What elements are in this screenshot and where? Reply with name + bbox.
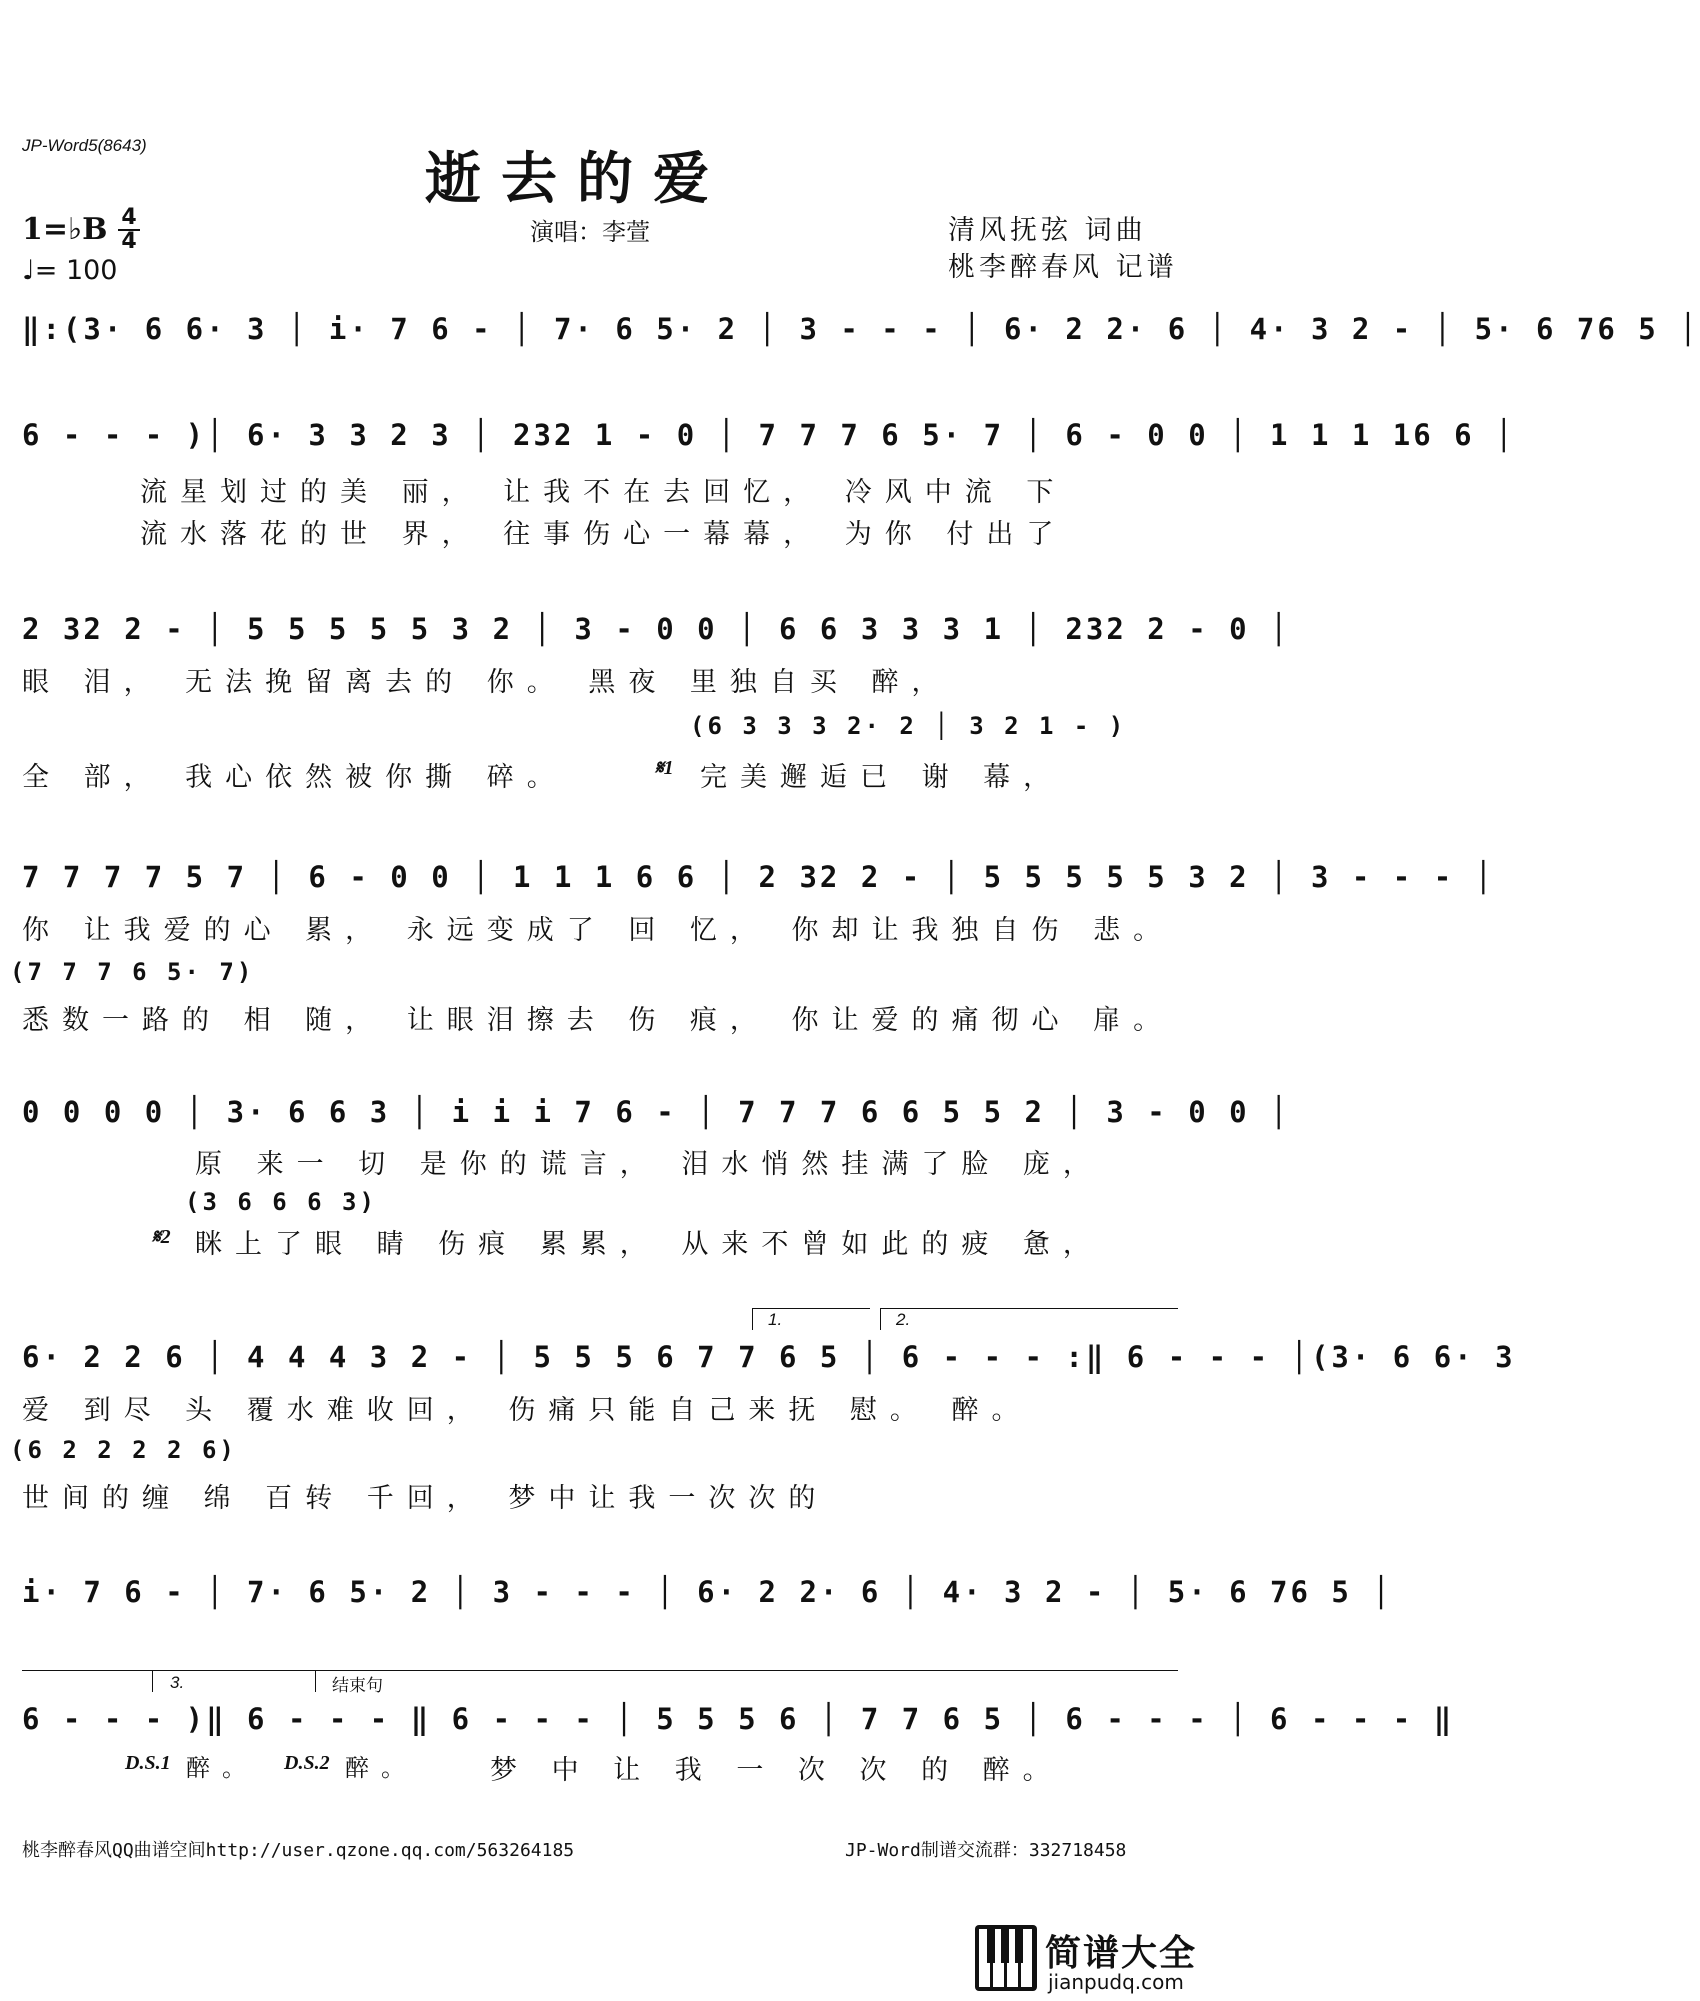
volta-3-tick: [152, 1670, 153, 1692]
volta-2-label: 2.: [896, 1310, 911, 1329]
tempo-value: = 100: [34, 255, 118, 286]
lyric-line-6-verse-1: 爱 到尽 头 覆水难收回， 伤痛只能自己来抚 慰。 醉。: [22, 1395, 1032, 1426]
logo-url: jianpudq.com: [1048, 1970, 1184, 1994]
lyric-line-4-verse-2: 悉数一路的 相 随， 让眼泪擦去 伤 痕， 你让爱的痛彻心 扉。: [22, 1005, 1174, 1036]
segno-2-icon: 𝄋2: [152, 1226, 171, 1248]
lyric-line-5-verse-1: 原 来一 切 是你的谎言， 泪水悄然挂满了脸 庞，: [195, 1149, 1103, 1180]
lyric-line-3-verse-1: 眼 泪， 无法挽留离去的 你。 黑夜 里独自买 醉，: [22, 667, 952, 698]
alt-notes-line-4: (7 7 7 6 5· 7): [10, 958, 255, 986]
alt-notes-line-6: (6 2 2 2 2 6): [10, 1436, 237, 1464]
time-signature-bottom: 4: [121, 229, 137, 254]
lyric-line-4-verse-1: 你 让我爱的心 累， 永远变成了 回 忆， 你却让我独自伤 悲。: [22, 915, 1174, 946]
score-line-2: 6 - - - )│ 6· 3 3 2 3 │ 232 1 - 0 │ 7 7 7 6 5· 7 │ 6 - 0 0 │ 1 1 1 16 6 │: [22, 418, 1516, 452]
score-line-5: 0 0 0 0 │ 3· 6 6 3 │ i i i 7 6 - │ 7 7 7 6 6 5 5 2 │ 3 - 0 0 │: [22, 1095, 1291, 1129]
ds2-marking: D.S.2: [284, 1752, 330, 1774]
score-line-1: ‖:(3· 6 6· 3 │ i· 7 6 - │ 7· 6 5· 2 │ 3 - - - │ 6· 2 2· 6 │ 4· 3 2 - │ 5· 6 76 5 │: [22, 312, 1700, 346]
ds2-lyric: 醉。: [345, 1754, 417, 1782]
lyric-line-3-verse-2b: 完美邂逅已 谢 幕，: [700, 762, 1064, 793]
lyricist-composer: 清风抚弦 词曲: [948, 215, 1147, 246]
coda-tick: [315, 1670, 316, 1692]
coda-label: 结束句: [332, 1676, 383, 1696]
song-title: 逝去的爱: [425, 146, 729, 212]
score-line-3: 2 32 2 - │ 5 5 5 5 5 3 2 │ 3 - 0 0 │ 6 6 3 3 3 1 │ 232 2 - 0 │: [22, 612, 1291, 646]
time-signature: [118, 205, 140, 254]
tempo-marking: [22, 255, 118, 286]
alt-notes-line-3: (6 3 3 3 2· 2 │ 3 2 1 - ): [690, 712, 1127, 740]
lyric-line-8: 梦 中 让 我 一 次 次 的 醉。: [490, 1755, 1063, 1786]
footer-left: 桃李醉春风QQ曲谱空间http://user.qzone.qq.com/563264185: [22, 1840, 575, 1861]
quarter-note-icon: ♩: [22, 255, 35, 286]
software-label: JP-Word5(8643): [22, 136, 147, 155]
score-line-8: 6 - - - )‖ 6 - - - ‖ 6 - - - │ 5 5 5 6 │ 7 7 6 5 │ 6 - - - │ 6 - - - ‖: [22, 1702, 1455, 1736]
ds1-marking: D.S.1: [125, 1752, 171, 1774]
volta-1-bracket: [752, 1308, 870, 1309]
score-line-4: 7 7 7 7 5 7 │ 6 - 0 0 │ 1 1 1 6 6 │ 2 32 2 - │ 5 5 5 5 5 3 2 │ 3 - - - │: [22, 860, 1496, 894]
piano-keys-icon: [975, 1925, 1037, 1991]
segno-1-icon: 𝄋1: [655, 757, 674, 779]
lyric-line-2-verse-2: 流水落花的世 界， 往事伤心一幕幕， 为你 付出了: [140, 519, 1067, 550]
volta-1-label: 1.: [768, 1310, 783, 1329]
ds1-lyric: 醉。: [186, 1754, 258, 1782]
lyric-line-2-verse-1: 流星划过的美 丽， 让我不在去回忆， 冷风中流 下: [140, 477, 1067, 508]
time-signature-top: 4: [121, 205, 137, 230]
volta-2-bracket: [880, 1308, 1178, 1309]
transcriber: 桃李醉春风 记谱: [948, 252, 1178, 283]
alt-notes-line-5: (3 6 6 6 3): [185, 1188, 377, 1216]
lyric-line-3-verse-2: 全 部， 我心依然被你撕 碎。: [22, 762, 567, 793]
volta-2-tick: [880, 1308, 881, 1330]
score-line-6: 6· 2 2 6 │ 4 4 4 3 2 - │ 5 5 5 6 7 7 6 5 │ 6 - - - :‖ 6 - - - │(3· 6 6· 3: [22, 1340, 1516, 1374]
ending-bracket-top: [22, 1670, 1178, 1671]
volta-1-tick: [752, 1308, 753, 1330]
logo-name: 简谱大全: [1045, 1933, 1198, 1974]
score-line-7: i· 7 6 - │ 7· 6 5· 2 │ 3 - - - │ 6· 2 2· 6 │ 4· 3 2 - │ 5· 6 76 5 │: [22, 1575, 1393, 1609]
singer: 演唱：李萱: [530, 218, 650, 246]
key-signature: 1=♭B: [22, 212, 108, 247]
footer-right: JP-Word制谱交流群：332718458: [845, 1840, 1127, 1861]
volta-3-label: 3.: [170, 1673, 185, 1692]
lyric-line-5-verse-2: 眯上了眼 睛 伤痕 累累， 从来不曾如此的疲 惫，: [195, 1229, 1103, 1260]
lyric-line-6-verse-2: 世间的缠 绵 百转 千回， 梦中让我一次次的: [22, 1483, 829, 1514]
